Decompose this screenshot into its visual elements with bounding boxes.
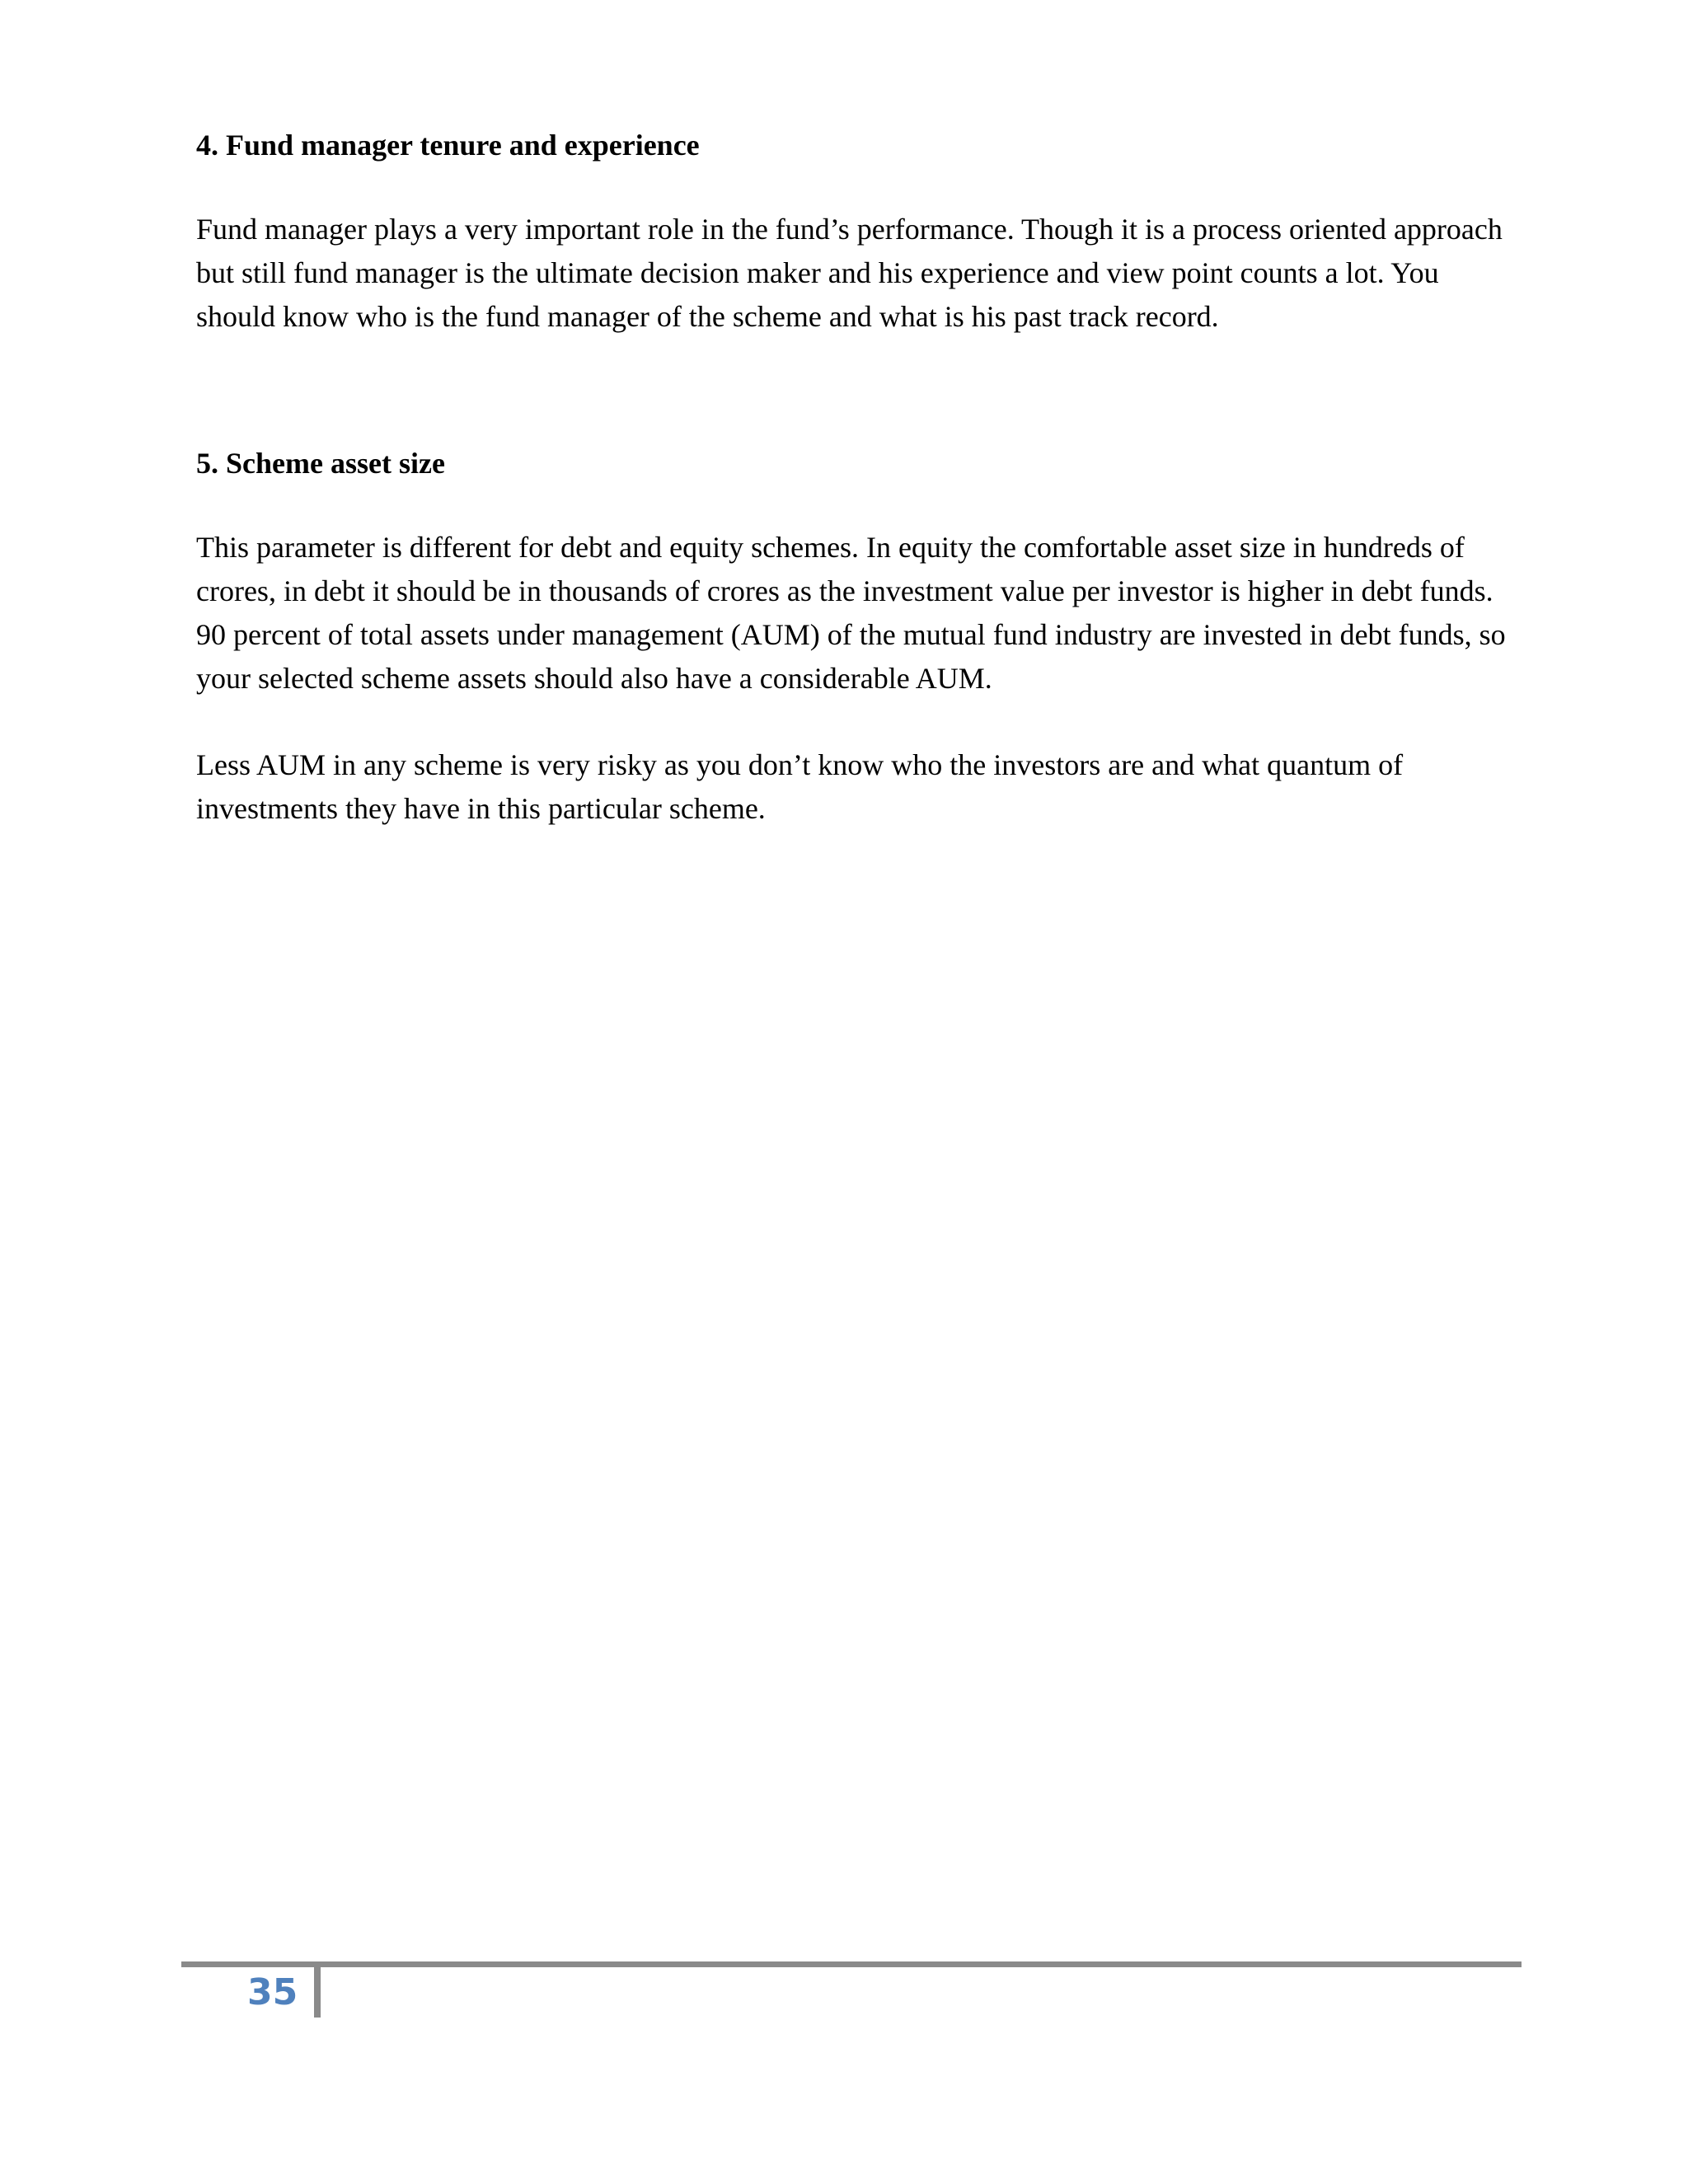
section-heading-fund-manager: 4. Fund manager tenure and experience bbox=[196, 129, 700, 162]
page-number: 35 bbox=[247, 1971, 298, 2013]
section-heading-asset-size: 5. Scheme asset size bbox=[196, 447, 445, 480]
footer-divider bbox=[181, 1961, 1522, 1967]
footer-page-number-separator bbox=[314, 1961, 321, 2018]
page-content bbox=[196, 124, 1515, 831]
section-paragraph-asset-size: This parameter is different for debt and equity schemes. In equity the comfortable asset size in hundreds of crores, in debt it should be in thousands of crores as the investment value per investor is higher in debt funds. 90 percent of total assets under management (AUM) of the mutual fund industry are invested in debt funds, so your selected scheme assets should also have a considerable AUM. bbox=[196, 531, 1506, 695]
section-paragraph-fund-manager: Fund manager plays a very important role in the fund’s performance. Though it is a process oriented approach but still fund manager is the ultimate decision maker and his experience and view point counts a lot. You should know who is the fund manager of the scheme and what is his past track record. bbox=[196, 213, 1503, 333]
section-paragraph-aum-risk: Less AUM in any scheme is very risky as you don’t know who the investors are and what quantum of investments they have in this particular scheme. bbox=[196, 748, 1404, 825]
